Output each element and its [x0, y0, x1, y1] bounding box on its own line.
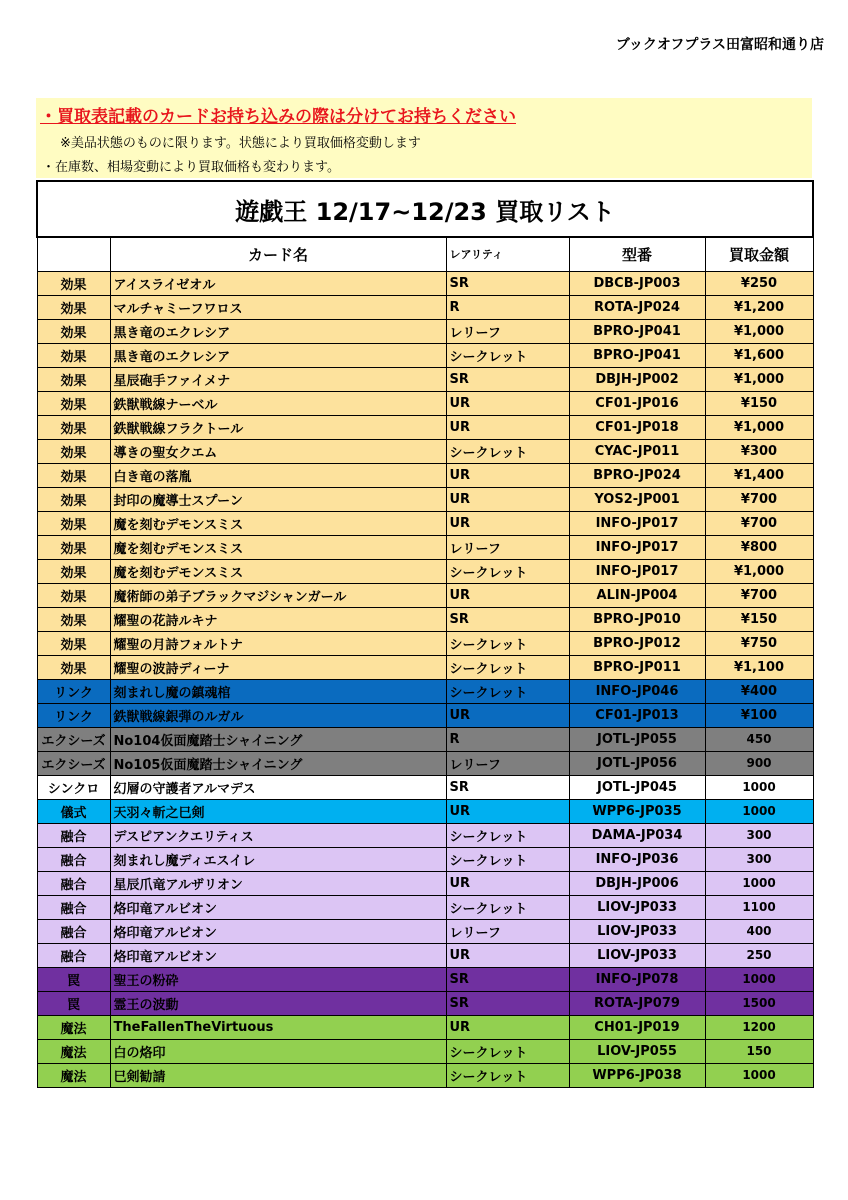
table-row	[37, 895, 813, 919]
card-name: 巳剣勧請	[110, 1063, 446, 1087]
table-row	[37, 319, 813, 343]
buyback-table	[36, 180, 814, 1088]
card-name: 鉄獣戦線ナーベル	[110, 391, 446, 415]
card-price: ¥300	[705, 439, 813, 463]
card-type: 融合	[37, 895, 110, 919]
card-price: ¥700	[705, 487, 813, 511]
card-rarity: UR	[446, 487, 569, 511]
card-model-number: INFO-JP078	[569, 967, 705, 991]
card-type: 罠	[37, 967, 110, 991]
table-row	[37, 1063, 813, 1087]
card-rarity: SR	[446, 271, 569, 295]
card-rarity: R	[446, 295, 569, 319]
card-type: 効果	[37, 655, 110, 679]
card-name: 聖王の粉砕	[110, 967, 446, 991]
table-row	[37, 271, 813, 295]
table-row	[37, 871, 813, 895]
card-type: 融合	[37, 871, 110, 895]
card-price: ¥150	[705, 607, 813, 631]
card-rarity: シークレット	[446, 1039, 569, 1063]
card-type: リンク	[37, 703, 110, 727]
table-row	[37, 823, 813, 847]
card-type: 魔法	[37, 1063, 110, 1087]
card-model-number: CF01-JP013	[569, 703, 705, 727]
card-model-number: DBJH-JP002	[569, 367, 705, 391]
card-type: 魔法	[37, 1015, 110, 1039]
header-card-name: カード名	[110, 237, 446, 271]
card-price: 300	[705, 847, 813, 871]
card-type: 効果	[37, 295, 110, 319]
card-type: 効果	[37, 631, 110, 655]
card-name: 黒き竜のエクレシア	[110, 319, 446, 343]
card-rarity: シークレット	[446, 439, 569, 463]
card-price: ¥250	[705, 271, 813, 295]
card-model-number: WPP6-JP038	[569, 1063, 705, 1087]
card-type: 融合	[37, 823, 110, 847]
card-name: 烙印竜アルビオン	[110, 943, 446, 967]
card-model-number: INFO-JP017	[569, 511, 705, 535]
notice-line-3: ・在庫数、相場変動により買取価格も変わります。	[42, 160, 340, 175]
card-name: TheFallenTheVirtuous	[110, 1015, 446, 1039]
card-model-number: BPRO-JP011	[569, 655, 705, 679]
card-price: ¥150	[705, 391, 813, 415]
card-price: 900	[705, 751, 813, 775]
card-rarity: UR	[446, 463, 569, 487]
table-row	[37, 367, 813, 391]
card-type: 効果	[37, 607, 110, 631]
table-row	[37, 631, 813, 655]
card-price: 300	[705, 823, 813, 847]
table-row	[37, 655, 813, 679]
notice-line-1: ・買取表記載のカードお持ち込みの際は分けてお持ちください	[40, 107, 516, 127]
card-price: ¥1,400	[705, 463, 813, 487]
header-model-number: 型番	[569, 237, 705, 271]
table-row	[37, 679, 813, 703]
card-name: 導きの聖女クエム	[110, 439, 446, 463]
card-model-number: JOTL-JP055	[569, 727, 705, 751]
card-type: 効果	[37, 535, 110, 559]
card-name: 烙印竜アルビオン	[110, 919, 446, 943]
card-price: 1000	[705, 871, 813, 895]
card-type: 融合	[37, 847, 110, 871]
card-price: 400	[705, 919, 813, 943]
card-type: 融合	[37, 943, 110, 967]
table-title-row	[37, 181, 813, 237]
table-row	[37, 295, 813, 319]
card-price: ¥400	[705, 679, 813, 703]
table-row	[37, 775, 813, 799]
card-name: 耀聖の波詩ディーナ	[110, 655, 446, 679]
table-row	[37, 943, 813, 967]
card-model-number: INFO-JP036	[569, 847, 705, 871]
card-type: 儀式	[37, 799, 110, 823]
card-price: 1200	[705, 1015, 813, 1039]
card-rarity: シークレット	[446, 559, 569, 583]
card-price: ¥1,200	[705, 295, 813, 319]
card-name: 星辰爪竜アルザリオン	[110, 871, 446, 895]
card-model-number: LIOV-JP033	[569, 943, 705, 967]
card-rarity: UR	[446, 1015, 569, 1039]
card-model-number: ALIN-JP004	[569, 583, 705, 607]
card-rarity: UR	[446, 391, 569, 415]
card-type: エクシーズ	[37, 727, 110, 751]
card-model-number: CH01-JP019	[569, 1015, 705, 1039]
card-type: エクシーズ	[37, 751, 110, 775]
card-rarity: シークレット	[446, 343, 569, 367]
table-row	[37, 463, 813, 487]
card-model-number: WPP6-JP035	[569, 799, 705, 823]
card-name: 刻まれし魔ディエスイレ	[110, 847, 446, 871]
card-rarity: SR	[446, 991, 569, 1015]
card-name: 烙印竜アルビオン	[110, 895, 446, 919]
card-name: 魔を刻むデモンスミス	[110, 535, 446, 559]
table-row	[37, 439, 813, 463]
card-rarity: UR	[446, 799, 569, 823]
card-name: 星辰砲手ファイメナ	[110, 367, 446, 391]
card-price: 1000	[705, 775, 813, 799]
table-row	[37, 607, 813, 631]
table-row	[37, 799, 813, 823]
card-rarity: シークレット	[446, 679, 569, 703]
card-model-number: DAMA-JP034	[569, 823, 705, 847]
card-type: 効果	[37, 391, 110, 415]
card-model-number: ROTA-JP024	[569, 295, 705, 319]
card-price: 250	[705, 943, 813, 967]
table-row	[37, 991, 813, 1015]
card-name: 白の烙印	[110, 1039, 446, 1063]
table-row	[37, 1015, 813, 1039]
table-row	[37, 511, 813, 535]
card-name: 魔を刻むデモンスミス	[110, 511, 446, 535]
table-row	[37, 703, 813, 727]
card-rarity: シークレット	[446, 631, 569, 655]
table-row	[37, 751, 813, 775]
card-rarity: シークレット	[446, 895, 569, 919]
card-type: 効果	[37, 343, 110, 367]
card-price: 1100	[705, 895, 813, 919]
header-price: 買取金額	[705, 237, 813, 271]
card-type: リンク	[37, 679, 110, 703]
card-price: ¥100	[705, 703, 813, 727]
table-row	[37, 559, 813, 583]
card-type: 効果	[37, 583, 110, 607]
card-rarity: シークレット	[446, 1063, 569, 1087]
card-price: 1500	[705, 991, 813, 1015]
card-price: ¥700	[705, 511, 813, 535]
table-row	[37, 415, 813, 439]
card-rarity: レリーフ	[446, 751, 569, 775]
card-name: 刻まれし魔の鎮魂棺	[110, 679, 446, 703]
card-type: 効果	[37, 319, 110, 343]
card-rarity: SR	[446, 967, 569, 991]
card-model-number: JOTL-JP056	[569, 751, 705, 775]
card-price: 1000	[705, 799, 813, 823]
table-row	[37, 535, 813, 559]
card-model-number: BPRO-JP010	[569, 607, 705, 631]
card-rarity: シークレット	[446, 823, 569, 847]
card-type: 効果	[37, 271, 110, 295]
card-rarity: レリーフ	[446, 919, 569, 943]
card-name: マルチャミーフワロス	[110, 295, 446, 319]
card-name: 魔術師の弟子ブラックマジシャンガール	[110, 583, 446, 607]
card-type: 融合	[37, 919, 110, 943]
card-rarity: UR	[446, 511, 569, 535]
card-name: 耀聖の月詩フォルトナ	[110, 631, 446, 655]
card-name: 幻層の守護者アルマデス	[110, 775, 446, 799]
card-model-number: CF01-JP016	[569, 391, 705, 415]
card-name: 鉄獣戦線フラクトール	[110, 415, 446, 439]
card-price: 1000	[705, 1063, 813, 1087]
card-name: 天羽々斬之巳剣	[110, 799, 446, 823]
card-rarity: UR	[446, 583, 569, 607]
table-row	[37, 1039, 813, 1063]
card-name: 封印の魔導士スプーン	[110, 487, 446, 511]
card-rarity: SR	[446, 775, 569, 799]
card-rarity: R	[446, 727, 569, 751]
card-name: アイスライゼオル	[110, 271, 446, 295]
card-model-number: YOS2-JP001	[569, 487, 705, 511]
card-type: 効果	[37, 511, 110, 535]
card-name: 魔を刻むデモンスミス	[110, 559, 446, 583]
card-price: ¥800	[705, 535, 813, 559]
table-row	[37, 727, 813, 751]
card-price: ¥1,000	[705, 559, 813, 583]
card-model-number: INFO-JP017	[569, 559, 705, 583]
table-title: 遊戯王 12/17~12/23 買取リスト	[37, 181, 813, 237]
card-model-number: ROTA-JP079	[569, 991, 705, 1015]
table-row	[37, 487, 813, 511]
card-type: 効果	[37, 487, 110, 511]
card-model-number: INFO-JP017	[569, 535, 705, 559]
card-name: 鉄獣戦線銀弾のルガル	[110, 703, 446, 727]
card-price: ¥700	[705, 583, 813, 607]
table-row	[37, 391, 813, 415]
table-row	[37, 583, 813, 607]
card-model-number: CF01-JP018	[569, 415, 705, 439]
card-price: ¥1,000	[705, 367, 813, 391]
notice-line-2: ※美品状態のものに限ります。状態により買取価格変動します	[60, 136, 421, 151]
card-price: ¥1,100	[705, 655, 813, 679]
card-price: 1000	[705, 967, 813, 991]
card-type: 罠	[37, 991, 110, 1015]
notice-box	[36, 98, 812, 178]
card-name: デスピアンクエリティス	[110, 823, 446, 847]
card-rarity: SR	[446, 367, 569, 391]
card-rarity: UR	[446, 871, 569, 895]
card-model-number: DBJH-JP006	[569, 871, 705, 895]
table-header-row	[37, 237, 813, 271]
card-price: ¥750	[705, 631, 813, 655]
card-type: 魔法	[37, 1039, 110, 1063]
card-model-number: BPRO-JP012	[569, 631, 705, 655]
card-price: ¥1,600	[705, 343, 813, 367]
card-type: 効果	[37, 439, 110, 463]
card-type: 効果	[37, 463, 110, 487]
card-rarity: レリーフ	[446, 535, 569, 559]
card-price: ¥1,000	[705, 319, 813, 343]
card-model-number: DBCB-JP003	[569, 271, 705, 295]
card-name: No104仮面魔踏士シャイニング	[110, 727, 446, 751]
table-row	[37, 967, 813, 991]
card-rarity: シークレット	[446, 655, 569, 679]
card-rarity: UR	[446, 703, 569, 727]
card-name: 霊王の波動	[110, 991, 446, 1015]
card-rarity: シークレット	[446, 847, 569, 871]
card-model-number: INFO-JP046	[569, 679, 705, 703]
card-price: 150	[705, 1039, 813, 1063]
card-price: 450	[705, 727, 813, 751]
card-type: 効果	[37, 415, 110, 439]
table-row	[37, 343, 813, 367]
card-name: No105仮面魔踏士シャイニング	[110, 751, 446, 775]
card-name: 耀聖の花詩ルキナ	[110, 607, 446, 631]
card-rarity: UR	[446, 415, 569, 439]
card-model-number: JOTL-JP045	[569, 775, 705, 799]
store-name: ブックオフプラス田富昭和通り店	[615, 37, 824, 53]
card-rarity: UR	[446, 943, 569, 967]
card-name: 白き竜の落胤	[110, 463, 446, 487]
header-rarity: レアリティ	[446, 237, 569, 271]
card-model-number: BPRO-JP041	[569, 319, 705, 343]
card-model-number: LIOV-JP055	[569, 1039, 705, 1063]
card-type: 効果	[37, 367, 110, 391]
card-model-number: BPRO-JP024	[569, 463, 705, 487]
card-model-number: CYAC-JP011	[569, 439, 705, 463]
card-model-number: LIOV-JP033	[569, 895, 705, 919]
card-type: 効果	[37, 559, 110, 583]
table-row	[37, 919, 813, 943]
header-type	[37, 237, 110, 271]
card-name: 黒き竜のエクレシア	[110, 343, 446, 367]
card-type: シンクロ	[37, 775, 110, 799]
card-price: ¥1,000	[705, 415, 813, 439]
card-model-number: LIOV-JP033	[569, 919, 705, 943]
card-rarity: SR	[446, 607, 569, 631]
table-row	[37, 847, 813, 871]
card-rarity: レリーフ	[446, 319, 569, 343]
card-model-number: BPRO-JP041	[569, 343, 705, 367]
